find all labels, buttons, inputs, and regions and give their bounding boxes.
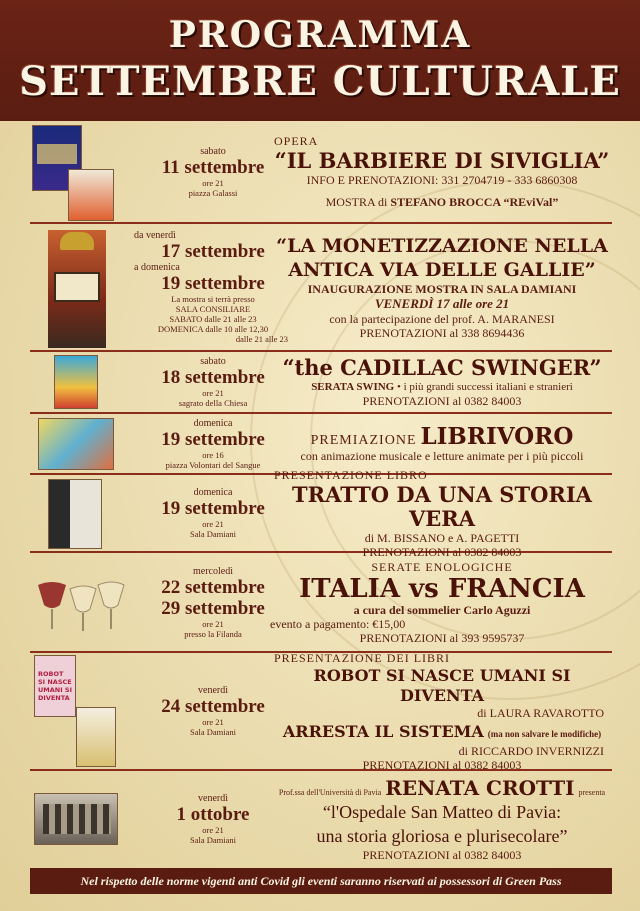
event-time: ore 21 — [202, 618, 224, 629]
event-images — [30, 414, 130, 473]
extra-prefix: MOSTRA di — [325, 195, 388, 209]
event-place: presso la Filanda — [184, 628, 242, 639]
event-category: PREMIAZIONE — [310, 432, 417, 448]
event-place: sagrato della Chiesa — [178, 398, 248, 408]
event-booking: PRENOTAZIONI al 0382 84003 — [362, 757, 522, 772]
event-contact: INFO E PRENOTAZIONI: 331 2704719 - 333 6860308 — [306, 173, 578, 187]
event-row — [30, 650, 612, 772]
event-row — [30, 553, 612, 653]
event-place: Sala Damiani — [189, 529, 237, 539]
speaker-name: RENATA CROTTI — [385, 775, 575, 800]
exhibition-hours-sunday-evening: dalle 21 alle 23 — [235, 334, 288, 344]
event-date-text: 18 settembre — [161, 367, 265, 388]
poster-header — [0, 0, 640, 121]
event-day: sabato — [200, 145, 226, 157]
event-date-second: 29 settembre — [161, 597, 265, 619]
event-title-line2: ANTICA VIA DELLE GALLIE” — [288, 259, 596, 281]
header-title-line1: PROGRAMMA — [168, 14, 472, 56]
extra-title: STEFANO BROCCA “REviVal” — [390, 195, 559, 209]
exhibition-hours-saturday: SABATO dalle 21 alle 23 — [169, 314, 257, 324]
event-title-line2: una storia gloriosa e plurisecolare” — [316, 825, 568, 846]
event-images — [30, 121, 130, 222]
event-date-start: 17 settembre — [161, 241, 265, 262]
event-row — [30, 121, 612, 224]
event-row — [30, 414, 612, 475]
event-date-end: 19 settembre — [161, 273, 265, 294]
event-subtitle-bold: SERATA SWING — [311, 381, 395, 393]
robot-book-cover-image: ROBOT SI NASCE UMANI SI DIVENTA — [34, 655, 76, 717]
hospital-photo-image — [34, 793, 118, 845]
event-guest: con la partecipazione del prof. A. MARANESI — [329, 312, 555, 326]
event-category: PRESENTAZIONE LIBRO — [274, 467, 428, 482]
event-category: PRESENTAZIONE DEI LIBRI — [274, 650, 451, 665]
exhibition-poster-image — [68, 169, 114, 221]
arresta-book-cover-image — [76, 707, 116, 767]
event-from: da venerdì — [134, 230, 176, 241]
event-info — [270, 650, 614, 772]
event-booking: PRENOTAZIONI al 393 9595737 — [359, 630, 525, 645]
event-info — [270, 553, 614, 651]
roman-soldier-image — [48, 230, 106, 348]
book-author-2: di RICCARDO INVERNIZZI — [458, 743, 604, 758]
event-subtitle: • i più grandi successi italiani e stranieri — [396, 381, 573, 393]
event-day: mercoledì — [193, 565, 233, 577]
event-day: domenica — [193, 417, 233, 429]
event-booking: PRENOTAZIONI al 0382 84003 — [362, 394, 522, 408]
event-images — [30, 553, 130, 651]
event-time: ore 21 — [202, 717, 224, 727]
event-inauguration-time: VENERDÌ 17 alle ore 21 — [374, 296, 510, 311]
event-row — [30, 771, 612, 866]
event-row — [30, 224, 612, 352]
book-cover-image — [48, 479, 102, 549]
event-date-text: 11 settembre — [161, 156, 265, 178]
event-row — [30, 467, 612, 559]
event-place: piazza Volontari del Sangue — [165, 459, 261, 470]
book-title-1: ROBOT SI NASCE UMANI SI DIVENTA — [313, 665, 571, 705]
event-title: ITALIA vs FRANCIA — [299, 573, 585, 604]
event-booking: PRENOTAZIONI al 0382 84003 — [362, 544, 522, 559]
event-place: Sala Damiani — [189, 834, 237, 845]
band-poster-image — [54, 355, 98, 409]
event-images — [30, 475, 130, 551]
event-images — [30, 224, 130, 350]
book-title-2: ARRESTA IL SISTEMA — [282, 721, 484, 741]
librivoro-image — [38, 418, 114, 470]
event-title-line1: “LA MONETIZZAZIONE NELLA — [276, 235, 608, 257]
event-title: “IL BARBIERE DI SIVIGLIA” — [274, 148, 610, 173]
event-info — [270, 771, 614, 866]
event-category: SERATE ENOLOGICHE — [371, 559, 513, 574]
event-cost: evento a pagamento: €15,00 — [270, 616, 406, 631]
covid-notice: Nel rispetto delle norme vigenti anti Covid gli eventi saranno riservati ai possessori di Green Pass — [30, 868, 612, 894]
event-title: TRATTO DA UNA STORIA VERA — [292, 481, 592, 531]
event-booking: PRENOTAZIONI al 338 8694436 — [359, 326, 525, 340]
event-day: sabato — [200, 356, 226, 367]
event-title: LIBRIVORO — [420, 422, 574, 450]
event-images — [30, 771, 130, 866]
speaker-presents: presenta — [578, 787, 606, 797]
event-images — [30, 352, 130, 412]
event-day: venerdì — [198, 792, 228, 804]
event-row — [30, 352, 612, 414]
event-subtitle: con animazione musicale e letture animate per i più piccoli — [300, 448, 584, 463]
event-date-text: 24 settembre — [161, 696, 265, 717]
exhibition-venue: SALA CONSILIARE — [175, 304, 251, 314]
event-day: domenica — [193, 487, 233, 498]
event-date-first: 22 settembre — [161, 576, 265, 598]
event-place: piazza Galassi — [188, 187, 238, 198]
speaker-role: Prof.ssa dell'Università di Pavia — [278, 787, 382, 797]
event-title: “the CADILLAC SWINGER” — [282, 355, 602, 380]
event-authors: di M. BISSANO e A. PAGETTI — [364, 530, 520, 545]
event-info — [270, 352, 614, 412]
exhibition-hours-sunday: DOMENICA dalle 10 alle 12,30 — [157, 324, 269, 334]
event-inauguration: INAUGURAZIONE MOSTRA IN SALA DAMIANI — [307, 282, 577, 296]
event-info — [270, 414, 614, 473]
exhibition-note: La mostra si terrà presso — [171, 294, 255, 304]
event-curator: a cura del sommelier Carlo Aguzzi — [353, 602, 531, 617]
event-to: a domenica — [134, 262, 180, 273]
event-time: ore 16 — [202, 449, 224, 460]
wine-glasses-image — [32, 575, 128, 635]
event-date-text: 19 settembre — [161, 428, 265, 450]
event-info — [270, 224, 614, 350]
event-images — [30, 653, 130, 769]
event-date-text: 1 ottobre — [176, 803, 250, 825]
event-info — [270, 467, 614, 559]
event-time: ore 21 — [202, 824, 224, 835]
event-info — [270, 121, 614, 222]
header-title-line2: SETTEMBRE CULTURALE — [19, 58, 621, 105]
event-day: venerdì — [198, 685, 228, 696]
event-time: ore 21 — [202, 519, 224, 529]
event-time: ore 21 — [202, 388, 224, 398]
event-category: OPERA — [274, 134, 319, 148]
event-time: ore 21 — [202, 177, 224, 188]
book-author-1: di LAURA RAVAROTTO — [477, 705, 604, 720]
event-extra — [270, 195, 614, 209]
event-date-text: 19 settembre — [161, 498, 265, 519]
event-booking: PRENOTAZIONI al 0382 84003 — [362, 847, 522, 862]
event-place: Sala Damiani — [189, 727, 237, 737]
book-title-2-note: (ma non salvare le modifiche) — [487, 728, 602, 739]
event-title-line1: “l'Ospedale San Matteo di Pavia: — [322, 801, 562, 822]
